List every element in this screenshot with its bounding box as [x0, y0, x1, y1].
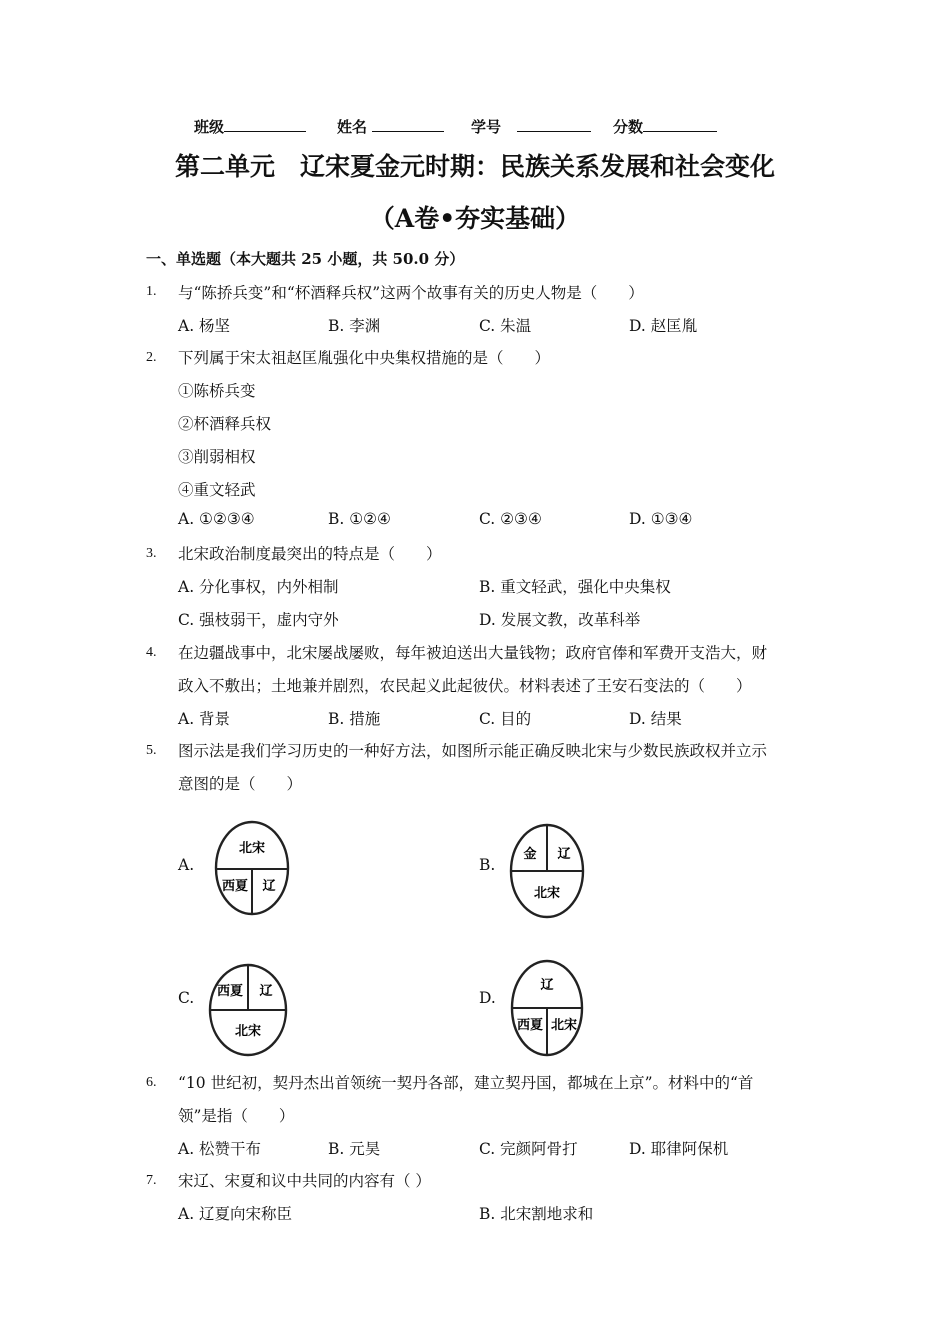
region-label: 辽	[540, 978, 554, 993]
question-text: 在边疆战事中，北宋屡战屡败，每年被迫送出大量钱物；政府官俸和军费开支浩大，财	[178, 644, 768, 662]
page-title: 第二单元 辽宋夏金元时期：民族关系发展和社会变化	[174, 152, 775, 181]
question-text: 北宋政治制度最突出的特点是（ ）	[178, 545, 442, 563]
name-label: 姓名	[337, 118, 368, 136]
option-d[interactable]: D. 结果	[629, 710, 682, 728]
statement-item: ①陈桥兵变	[178, 382, 256, 400]
region-label: 西夏	[516, 1018, 544, 1033]
option-c[interactable]: C. 朱温	[479, 317, 532, 335]
option-b[interactable]: B. 重文轻武，强化中央集权	[479, 578, 671, 596]
region-label: 辽	[259, 984, 273, 999]
question-number: 1.	[146, 284, 157, 299]
question-number: 5.	[146, 743, 157, 758]
section-heading: 一、单选题（本大题共 25 小题，共 50.0 分）	[146, 250, 465, 268]
region-label: 金	[523, 847, 537, 862]
option-c[interactable]: C. ②③④	[479, 510, 542, 528]
statement-item: ③削弱相权	[178, 448, 256, 466]
diagram-b[interactable]	[507, 820, 587, 922]
class-label: 班级	[194, 118, 225, 136]
region-label: 辽	[557, 847, 571, 862]
option-b[interactable]: B. 李渊	[328, 317, 381, 335]
option-b[interactable]: B. 元昊	[328, 1140, 381, 1158]
question-number: 6.	[146, 1075, 157, 1090]
question-text: 宋辽、宋夏和议中共同的内容有（ ）	[178, 1172, 431, 1190]
option-b[interactable]: B.	[479, 856, 496, 874]
question-text: 意图的是（ ）	[178, 775, 303, 793]
region-label: 北宋	[533, 886, 561, 901]
region-label: 北宋	[238, 841, 266, 856]
question-text: 领”是指（ ）	[178, 1107, 295, 1125]
score-label: 分数	[613, 118, 644, 136]
id-blank[interactable]	[517, 116, 591, 132]
question-text: 政入不敷出；土地兼并剧烈，农民起义此起彼伏。材料表述了王安石变法的（ ）	[178, 677, 752, 695]
option-c[interactable]: C. 强枝弱干，虚内守外	[178, 611, 339, 629]
option-b[interactable]: B. 措施	[328, 710, 381, 728]
option-c[interactable]: C. 目的	[479, 710, 532, 728]
page-subtitle: （A卷•夯实基础）	[369, 204, 581, 233]
option-a[interactable]: A.	[178, 856, 195, 874]
option-a[interactable]: A. 杨坚	[178, 317, 231, 335]
class-field	[194, 116, 306, 137]
region-label: 西夏	[216, 984, 244, 999]
statement-item: ②杯酒释兵权	[178, 415, 272, 433]
question-number: 7.	[146, 1173, 157, 1188]
question-text: “10 世纪初，契丹杰出首领统一契丹各部，建立契丹国，都城在上京”。材料中的“首	[178, 1074, 754, 1092]
statement-item: ④重文轻武	[178, 481, 256, 499]
diagram-d[interactable]	[508, 956, 586, 1060]
score-blank[interactable]	[643, 116, 717, 132]
id-field	[471, 116, 591, 137]
option-a[interactable]: A. 分化事权，内外相制	[178, 578, 339, 596]
option-d[interactable]: D. 耶律阿保机	[629, 1140, 729, 1158]
question-number: 2.	[146, 350, 157, 365]
option-c[interactable]: C. 完颜阿骨打	[479, 1140, 578, 1158]
option-b[interactable]: B. 北宋割地求和	[479, 1205, 594, 1223]
region-label: 北宋	[550, 1018, 578, 1033]
name-field	[337, 116, 444, 137]
option-a[interactable]: A. 松赞干布	[178, 1140, 262, 1158]
name-blank[interactable]	[372, 116, 444, 132]
option-a[interactable]: A. 辽夏向宋称臣	[178, 1205, 293, 1223]
question-text: 与“陈挢兵变”和“杯酒释兵权”这两个故事有关的历史人物是（ ）	[178, 284, 644, 302]
region-label: 北宋	[234, 1024, 262, 1039]
region-label: 辽	[262, 879, 276, 894]
option-c[interactable]: C.	[178, 989, 195, 1007]
option-d[interactable]: D. ①③④	[629, 510, 693, 528]
region-label: 西夏	[221, 879, 249, 894]
diagram-a[interactable]	[212, 818, 292, 918]
question-text: 下列属于宋太祖赵匡胤强化中央集权措施的是（ ）	[178, 349, 551, 367]
score-field	[613, 116, 717, 137]
id-label: 学号	[471, 118, 502, 136]
option-a[interactable]: A. ①②③④	[178, 510, 255, 528]
question-text: 图示法是我们学习历史的一种好方法，如图所示能正确反映北宋与少数民族政权并立示	[178, 742, 768, 760]
option-a[interactable]: A. 背景	[178, 710, 231, 728]
diagram-c[interactable]	[206, 960, 290, 1060]
option-b[interactable]: B. ①②④	[328, 510, 391, 528]
question-number: 4.	[146, 645, 157, 660]
option-d[interactable]: D. 赵匡胤	[629, 317, 698, 335]
option-d[interactable]: D. 发展文教，改革科举	[479, 611, 641, 629]
option-d[interactable]: D.	[479, 989, 496, 1007]
question-number: 3.	[146, 546, 157, 561]
class-blank[interactable]	[224, 116, 306, 132]
